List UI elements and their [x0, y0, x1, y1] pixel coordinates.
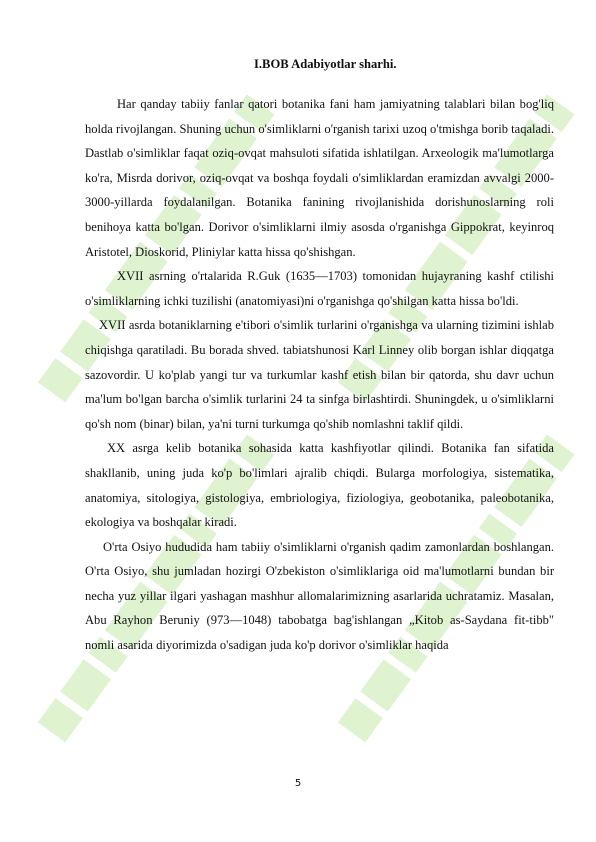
page-number: 5: [294, 778, 302, 789]
body-text: [85, 92, 554, 658]
paragraph: O'rta Osiyo hududida ham tabiiy o'simliklarni o'rganish qadim zamonlardan boshlangan. O'rta Osiyo, shu jumladan hozirgi O'zbekiston o'simliklariga oid ma'lumotlarni bundan bir necha yuz yillar ilgari yashagan mashhur allomalarimizning asarlarida uchratamiz. Masalan, Abu Rayhon Beruniy (973—1048) tabobatga bag'ishlangan „Kitob as-Saydana fit-tibb" nomli asarida diyorimizda o'sadigan juda ko'p dorivor o'simliklar haqida: [85, 539, 554, 653]
paragraph: XX asrga kelib botanika sohasida katta kashfiyotlar qilindi. Botanika fan sifatida shakllanib, uning juda ko'p bo'limlari ajralib chiqdi. Bularga morfologiya, sistematika, anatomiya, sitologiya, gistologiya, embriologiya, fiziologiya, geobotanika, paleobotanika, ekologiya va boshqalar kiradi.: [85, 441, 554, 530]
chapter-heading: I.BOB Adabiyotlar sharhi.: [254, 57, 397, 71]
paragraph: XVII asrda botaniklarning e'tibori o'simlik turlarini o'rganishga va ularning tizimini ishlab chiqishga qaratiladi. Bu borada shved. tabiatshunosi Karl Linney olib borgan ishlar diqqatga sazovordir. U ko'plab yangi tur va turkumlar kashf etish bilan bir qatorda, shu davr uchun ma'lum bo'lgan barcha o'simlik turlarini 24 ta sinfga birlashtirdi. Shuningdek, u o'simliklarni qo'sh nom (binar) bilan, ya'ni turni turkumga qo'shib nomlashni taklif qildi.: [85, 318, 554, 431]
paragraph: Har qanday tabiiy fanlar qatori botanika fani ham jamiyatning talablari bilan bog'liq holda rivojlangan. Shuning uchun o'simliklarni o'rganish tarixi uzoq o'tmishga borib taqaladi. Dastlab o'simliklar faqat oziq-ovqat mahsuloti sifatida ishlatilgan. Arxeologik ma'lumotlarga ko'ra, Misrda dorivor, oziq-ovqat va boshqa foydali o'simliklardan eramizdan avvalgi 2000-3000-yillarda foydalanilgan. Botanika fanining rivojlanishida dorishunoslarning roli benihoya katta bo'lgan. Dorivor o'simliklarni ilmiy asosda o'rganishga Gippokrat, keyinroq Aristotel, Dioskorid, Pliniylar katta hissa qo'shishgan.: [85, 97, 554, 259]
paragraph: XVII asrning o'rtalarida R.Guk (1635—1703) tomonidan hujayraning kashf ctilishi o'simliklarning ichki tuzilishi (anatomiyasi)ni o'rganishga qo'shilgan katta hissa bo'ldi.: [85, 269, 554, 308]
